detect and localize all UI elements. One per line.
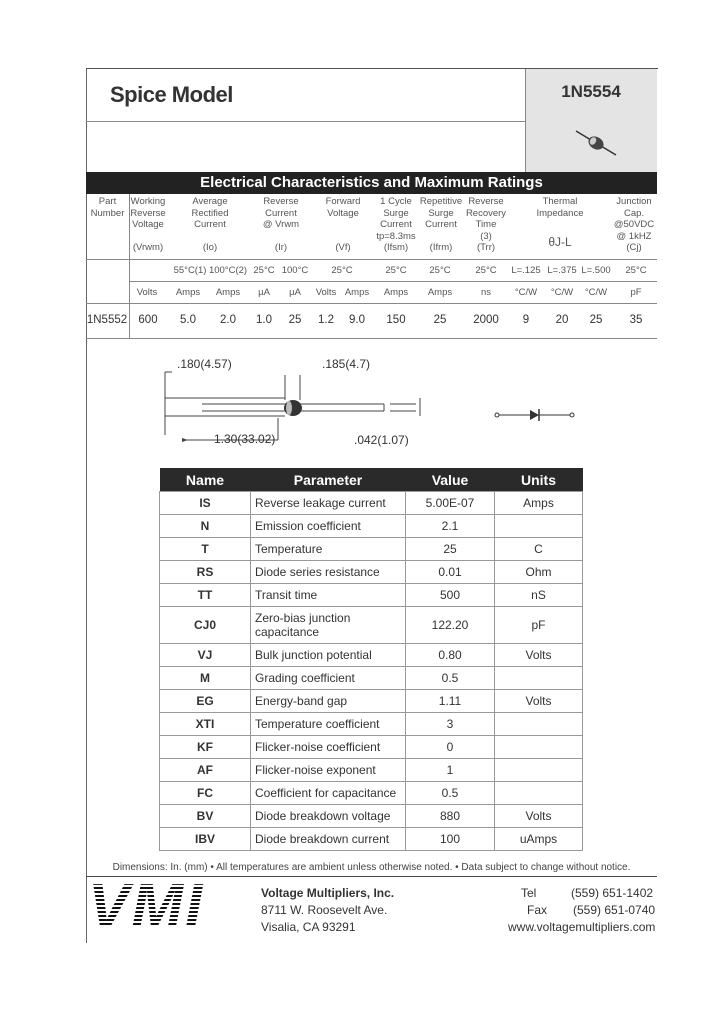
table-row bbox=[160, 538, 583, 561]
param-name: BV bbox=[160, 805, 251, 828]
param-value: 0.5 bbox=[406, 782, 495, 805]
param-name: IBV bbox=[160, 828, 251, 851]
address-line-1: 8711 W. Roosevelt Ave. bbox=[261, 903, 388, 917]
table-row bbox=[160, 515, 583, 538]
col-header-recovery-time: Reverse Recovery Time (3) (Trr) bbox=[465, 196, 507, 253]
col-header-working-voltage: Working Reverse Voltage (Vrwm) bbox=[130, 196, 166, 253]
param-value: 1.11 bbox=[406, 690, 495, 713]
param-value: 0.80 bbox=[406, 644, 495, 667]
param-value: 2.1 bbox=[406, 515, 495, 538]
table-row bbox=[160, 667, 583, 690]
divider bbox=[86, 259, 657, 260]
param-name: AF bbox=[160, 759, 251, 782]
table-row bbox=[160, 690, 583, 713]
dim-body-diameter: .180(4.57) bbox=[177, 357, 232, 371]
unit-cell: Volts bbox=[315, 287, 337, 298]
data-cell: 600 bbox=[138, 314, 158, 326]
company-logo: VMI bbox=[88, 875, 248, 939]
table-row bbox=[160, 782, 583, 805]
param-name: RS bbox=[160, 561, 251, 584]
unit-cell: °C/W bbox=[584, 287, 608, 298]
website-link[interactable]: www.voltagemultipliers.com bbox=[508, 920, 656, 934]
table-row bbox=[160, 584, 583, 607]
param-name: IS bbox=[160, 492, 251, 515]
condition-cell: 100°C bbox=[281, 265, 309, 276]
param-description: Transit time bbox=[251, 584, 406, 607]
col-header-junction-cap: Junction Cap. @50VDC @ 1kHZ (Cj) bbox=[613, 196, 655, 253]
data-cell: 25 bbox=[288, 314, 302, 326]
unit-cell: Volts bbox=[136, 287, 158, 298]
param-description: Diode breakdown voltage bbox=[251, 805, 406, 828]
unit-cell: Amps bbox=[383, 287, 409, 298]
table-row bbox=[160, 828, 583, 851]
diode-symbol-icon bbox=[490, 405, 580, 425]
table-row bbox=[160, 561, 583, 584]
param-description: Coefficient for capacitance bbox=[251, 782, 406, 805]
divider bbox=[86, 121, 525, 122]
param-description: Temperature coefficient bbox=[251, 713, 406, 736]
condition-cell: L=.125 bbox=[511, 265, 541, 276]
param-units bbox=[495, 759, 583, 782]
col-header-thermal-impedance: Thermal Impedance bbox=[536, 196, 584, 219]
param-value: 880 bbox=[406, 805, 495, 828]
condition-cell: L=.375 bbox=[547, 265, 577, 276]
param-units: Volts bbox=[495, 690, 583, 713]
param-description: Reverse leakage current bbox=[251, 492, 406, 515]
header-value: Value bbox=[406, 468, 495, 492]
param-units: Ohm bbox=[495, 561, 583, 584]
divider bbox=[129, 281, 657, 282]
table-row bbox=[160, 805, 583, 828]
param-description: Flicker-noise coefficient bbox=[251, 736, 406, 759]
condition-cell: 25°C bbox=[475, 265, 497, 276]
header-units: Units bbox=[495, 468, 583, 492]
tel-label: Tel bbox=[521, 886, 537, 900]
condition-cell: L=.500 bbox=[581, 265, 611, 276]
dim-body-length: .185(4.7) bbox=[322, 357, 371, 371]
unit-cell: Amps bbox=[344, 287, 370, 298]
param-value: 1 bbox=[406, 759, 495, 782]
param-name: VJ bbox=[160, 644, 251, 667]
unit-cell: °C/W bbox=[550, 287, 574, 298]
table-row bbox=[160, 713, 583, 736]
condition-cell: 100°C(2) bbox=[208, 265, 248, 276]
table-row bbox=[160, 644, 583, 667]
dim-lead-diameter: .042(1.07) bbox=[354, 433, 409, 447]
col-header-forward-voltage: Forward Voltage (Vf) bbox=[325, 196, 361, 253]
unit-cell: °C/W bbox=[514, 287, 538, 298]
diode-package-icon bbox=[572, 127, 622, 161]
param-units bbox=[495, 713, 583, 736]
param-name: N bbox=[160, 515, 251, 538]
data-cell: 35 bbox=[629, 314, 643, 326]
param-units: C bbox=[495, 538, 583, 561]
unit-cell: Amps bbox=[175, 287, 201, 298]
param-units bbox=[495, 782, 583, 805]
param-units: nS bbox=[495, 584, 583, 607]
param-name: CJ0 bbox=[160, 607, 251, 644]
address-line-2: Visalia, CA 93291 bbox=[261, 920, 356, 934]
data-cell: 5.0 bbox=[180, 314, 196, 326]
param-description: Flicker-noise exponent bbox=[251, 759, 406, 782]
unit-cell: pF bbox=[630, 287, 642, 298]
param-name: T bbox=[160, 538, 251, 561]
param-units: pF bbox=[495, 607, 583, 644]
data-cell: 2.0 bbox=[220, 314, 236, 326]
param-name: EG bbox=[160, 690, 251, 713]
data-cell: 1N5552 bbox=[86, 314, 128, 326]
param-value: 0.5 bbox=[406, 667, 495, 690]
param-description: Zero-bias junction capacitance bbox=[251, 607, 406, 644]
param-value: 5.00E-07 bbox=[406, 492, 495, 515]
unit-cell: µA bbox=[289, 287, 301, 298]
param-name: KF bbox=[160, 736, 251, 759]
col-header-reverse-current: Reverse Current @ Vrwm (Ir) bbox=[262, 196, 300, 253]
data-cell: 9 bbox=[522, 314, 530, 326]
company-name: Voltage Multipliers, Inc. bbox=[261, 886, 395, 900]
fax-number: (559) 651-0740 bbox=[573, 903, 656, 917]
thermal-symbol: θJ-L bbox=[548, 235, 572, 249]
table-row bbox=[160, 492, 583, 515]
param-name: FC bbox=[160, 782, 251, 805]
param-units: Amps bbox=[495, 492, 583, 515]
condition-cell: 25°C bbox=[429, 265, 451, 276]
page-title: Spice Model bbox=[110, 82, 233, 107]
data-cell: 150 bbox=[386, 314, 406, 326]
param-value: 25 bbox=[406, 538, 495, 561]
table-row bbox=[160, 759, 583, 782]
col-header-surge-current: 1 Cycle Surge Current tp=8.3ms (Ifsm) bbox=[376, 196, 416, 253]
param-units bbox=[495, 515, 583, 538]
param-value: 0 bbox=[406, 736, 495, 759]
condition-cell: 25°C bbox=[331, 265, 353, 276]
col-header-repetitive-surge: Repetitive Surge Current (Ifrm) bbox=[419, 196, 463, 253]
col-header-part-number: Part Number bbox=[90, 196, 125, 219]
footnote: Dimensions: In. (mm) • All temperatures are ambient unless otherwise noted. • Data subject to change without notice. bbox=[112, 862, 631, 873]
condition-cell: 55°C(1) bbox=[173, 265, 207, 276]
param-value: 3 bbox=[406, 713, 495, 736]
condition-cell: 25°C bbox=[625, 265, 647, 276]
data-cell: 1.0 bbox=[256, 314, 272, 326]
param-name: M bbox=[160, 667, 251, 690]
param-units: Volts bbox=[495, 644, 583, 667]
part-number: 1N5554 bbox=[561, 82, 621, 101]
unit-cell: Amps bbox=[427, 287, 453, 298]
param-description: Diode breakdown current bbox=[251, 828, 406, 851]
param-name: TT bbox=[160, 584, 251, 607]
tel-number: (559) 651-1402 bbox=[571, 886, 654, 900]
param-description: Emission coefficient bbox=[251, 515, 406, 538]
param-units bbox=[495, 736, 583, 759]
fax-label: Fax bbox=[527, 903, 548, 917]
param-value: 100 bbox=[406, 828, 495, 851]
data-cell: 9.0 bbox=[349, 314, 365, 326]
ratings-band-title: Electrical Characteristics and Maximum Ratings bbox=[86, 172, 657, 194]
param-description: Bulk junction potential bbox=[251, 644, 406, 667]
header-parameter: Parameter bbox=[251, 468, 406, 492]
data-cell: 25 bbox=[433, 314, 447, 326]
unit-cell: ns bbox=[480, 287, 492, 298]
param-description: Grading coefficient bbox=[251, 667, 406, 690]
unit-cell: µA bbox=[258, 287, 270, 298]
param-units: Volts bbox=[495, 805, 583, 828]
table-row bbox=[160, 607, 583, 644]
param-description: Diode series resistance bbox=[251, 561, 406, 584]
header-name: Name bbox=[160, 468, 251, 492]
condition-cell: 25°C bbox=[385, 265, 407, 276]
dim-lead-length: 1.30(33.02) bbox=[214, 432, 276, 446]
data-cell: 20 bbox=[555, 314, 569, 326]
param-description: Energy-band gap bbox=[251, 690, 406, 713]
param-units: uAmps bbox=[495, 828, 583, 851]
data-cell: 2000 bbox=[473, 314, 499, 326]
param-value: 500 bbox=[406, 584, 495, 607]
spice-model-table bbox=[159, 468, 583, 851]
condition-cell: 25°C bbox=[253, 265, 275, 276]
param-description: Temperature bbox=[251, 538, 406, 561]
unit-cell: Amps bbox=[215, 287, 241, 298]
param-name: XTI bbox=[160, 713, 251, 736]
divider bbox=[86, 303, 657, 304]
param-units bbox=[495, 667, 583, 690]
col-header-rectified-current: Average Rectified Current (Io) bbox=[191, 196, 229, 253]
param-value: 122.20 bbox=[406, 607, 495, 644]
divider bbox=[86, 338, 657, 339]
data-cell: 25 bbox=[589, 314, 603, 326]
table-row bbox=[160, 736, 583, 759]
param-value: 0.01 bbox=[406, 561, 495, 584]
data-cell: 1.2 bbox=[318, 314, 334, 326]
